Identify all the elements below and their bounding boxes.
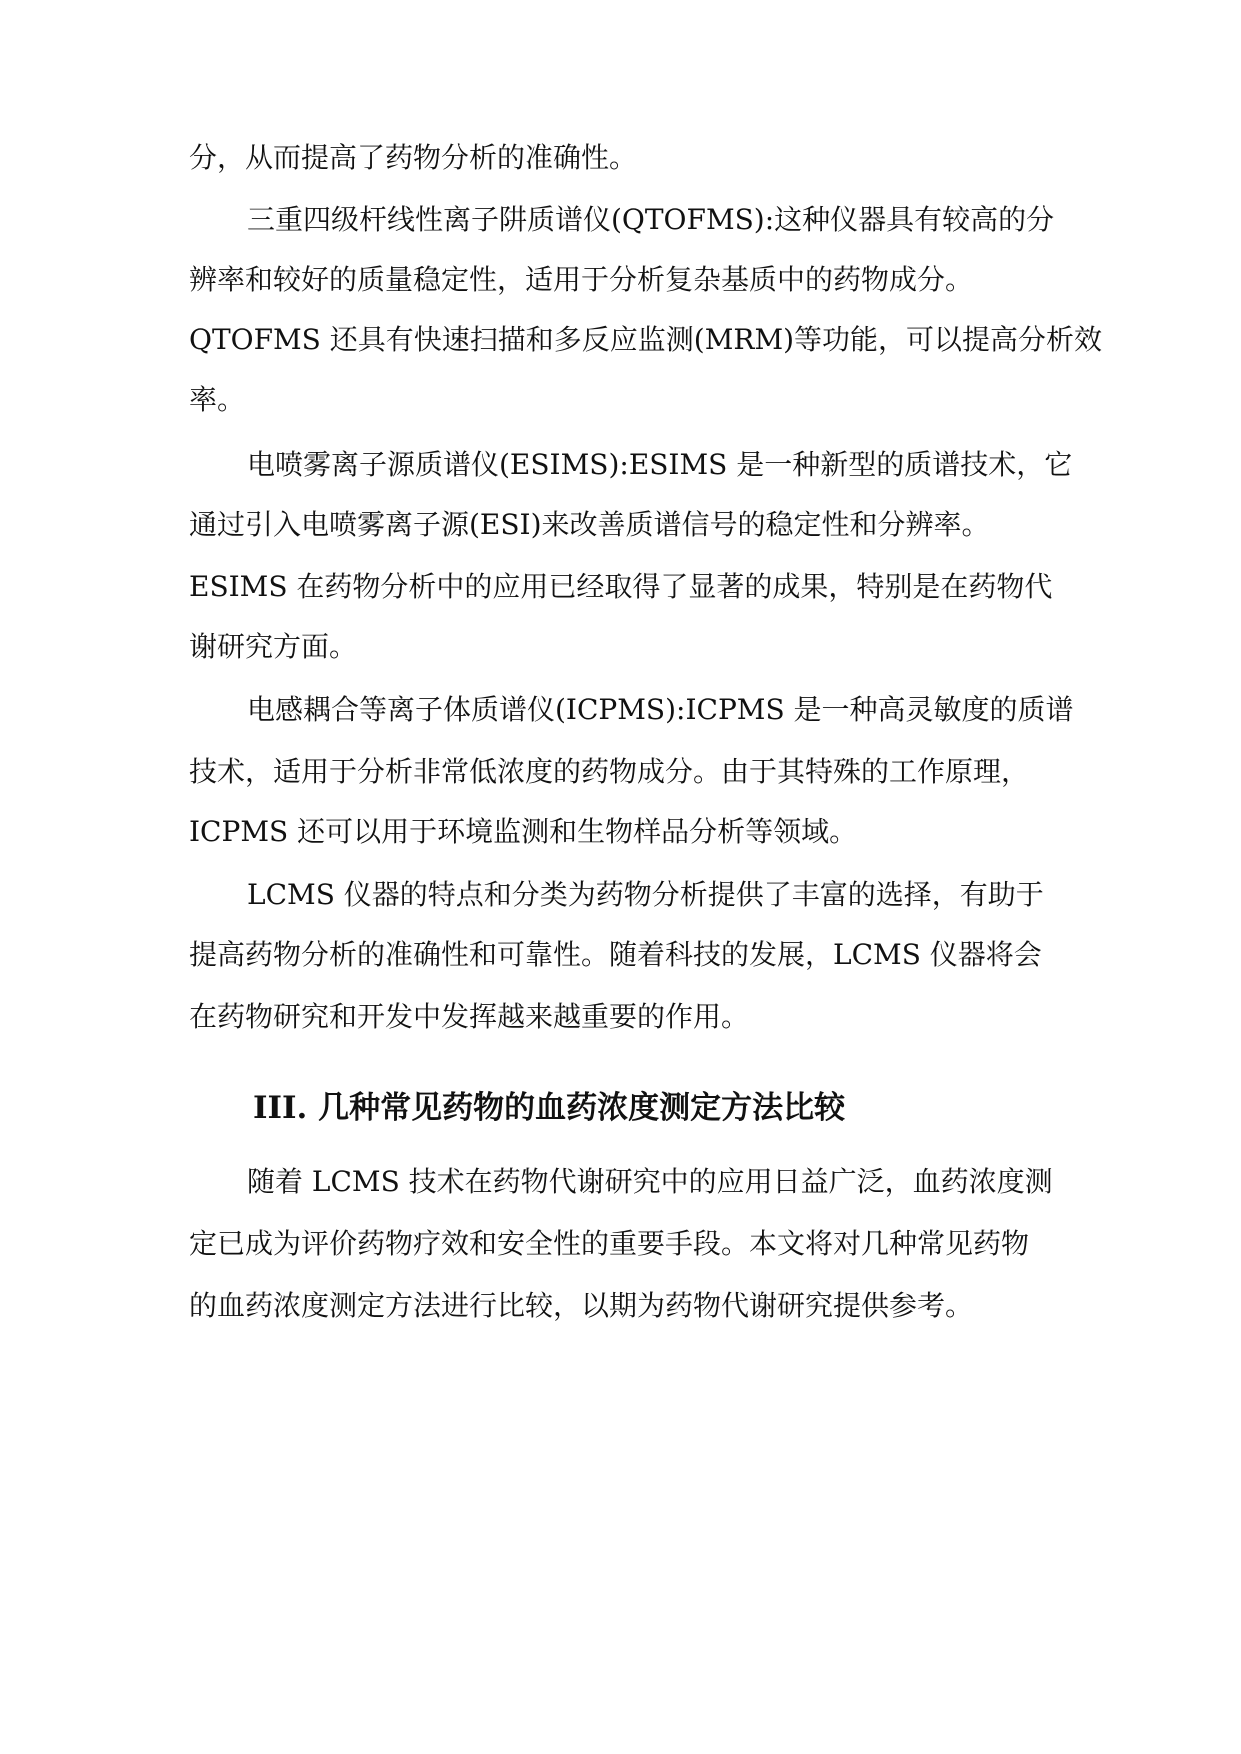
- text-line: 定已成为评价药物疗效和安全性的重要手段。本文将对几种常见药物: [189, 1227, 1030, 1260]
- text-line: LCMS 仪器的特点和分类为药物分析提供了丰富的选择，有助于: [247, 878, 1044, 911]
- text-line: 电喷雾离子源质谱仪(ESIMS):ESIMS 是一种新型的质谱技术，它: [247, 448, 1073, 481]
- text-line: 提高药物分析的准确性和可靠性。随着科技的发展，LCMS 仪器将会: [189, 938, 1042, 971]
- text-line: 谢研究方面。: [189, 630, 358, 663]
- text-line: ICPMS 还可以用于环境监测和生物样品分析等领域。: [189, 815, 858, 848]
- text-line: 技术，适用于分析非常低浓度的药物成分。由于其特殊的工作原理，: [189, 755, 1030, 788]
- text-line: 辨率和较好的质量稳定性，适用于分析复杂基质中的药物成分。: [189, 263, 974, 296]
- text-line: 随着 LCMS 技术在药物代谢研究中的应用日益广泛，血药浓度测: [247, 1165, 1053, 1198]
- text-line: 的血药浓度测定方法进行比较，以期为药物代谢研究提供参考。: [189, 1289, 974, 1322]
- text-line: 三重四级杆线性离子阱质谱仪(QTOFMS):这种仪器具有较高的分: [247, 203, 1055, 236]
- section-heading: III. 几种常见药物的血药浓度测定方法比较: [253, 1090, 846, 1126]
- text-line: QTOFMS 还具有快速扫描和多反应监测(MRM)等功能，可以提高分析效: [189, 323, 1103, 356]
- text-line: 通过引入电喷雾离子源(ESI)来改善质谱信号的稳定性和分辨率。: [189, 508, 990, 541]
- text-line: 分，从而提高了药物分析的准确性。: [189, 141, 638, 174]
- text-line: ESIMS 在药物分析中的应用已经取得了显著的成果，特别是在药物代: [189, 570, 1053, 603]
- text-line: 电感耦合等离子体质谱仪(ICPMS):ICPMS 是一种高灵敏度的质谱: [247, 693, 1074, 726]
- text-line: 在药物研究和开发中发挥越来越重要的作用。: [189, 1000, 750, 1033]
- text-line: 率。: [189, 383, 246, 416]
